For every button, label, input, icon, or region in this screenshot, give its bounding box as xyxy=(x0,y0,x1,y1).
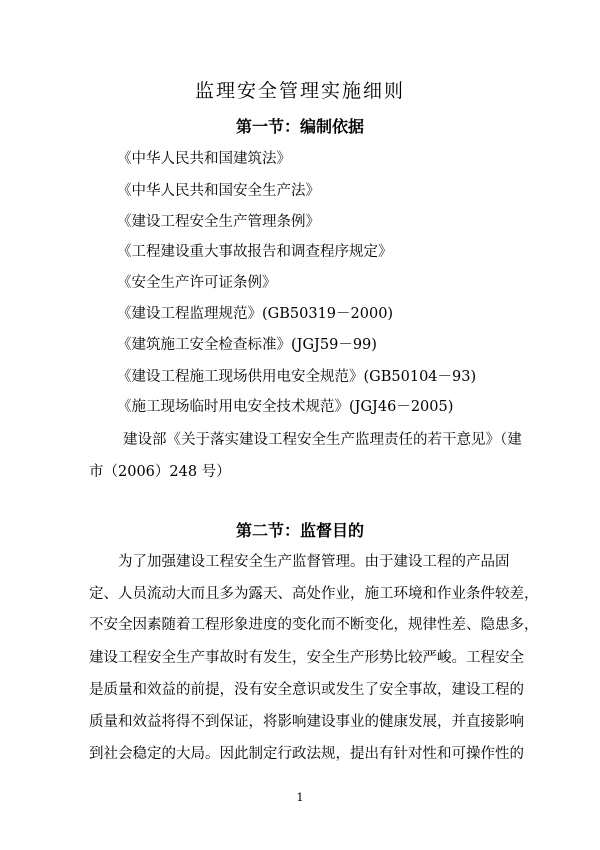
document-title: 监理安全管理实施细则 xyxy=(194,80,405,102)
reference-item: 《中华人民共和国安全生产法》 xyxy=(117,183,320,199)
notice-line: 建设部《关于落实建设工程安全生产监理责任的若干意见》（建 xyxy=(123,432,522,448)
reference-item: 《建筑施工安全检查标准》(JGJ59－99) xyxy=(117,337,377,353)
reference-item: 《中华人民共和国建筑法》 xyxy=(117,151,291,167)
reference-item: 《施工现场临时用电安全技术规范》(JGJ46－2005) xyxy=(117,399,454,415)
reference-item: 《工程建设重大事故报告和调查程序规定》 xyxy=(117,244,393,260)
section2-heading: 第二节：监督目的 xyxy=(235,521,364,540)
paragraph-line: 建设工程安全生产事故时有发生，安全生产形势比较严峻。工程安全 xyxy=(89,650,524,666)
section1-heading: 第一节：编制依据 xyxy=(235,117,364,136)
reference-item: 《建设工程安全生产管理条例》 xyxy=(117,214,320,230)
reference-item: 《建设工程施工现场供用电安全规范》(GB50104－93) xyxy=(117,369,477,385)
page-number: 1 xyxy=(296,791,304,804)
reference-item: 《建设工程监理规范》(GB50319－2000) xyxy=(117,306,394,322)
paragraph-line: 质量和效益将得不到保证，将影响建设事业的健康发展，并直接影响 xyxy=(89,714,524,730)
notice-line: 市（2006）248 号） xyxy=(89,464,231,480)
reference-item: 《安全生产许可证条例》 xyxy=(117,275,277,291)
paragraph-line: 到社会稳定的大局。因此制定行政法规，提出有针对性和可操作性的 xyxy=(89,746,524,762)
paragraph-line: 不安全因素随着工程形象进度的变化而不断变化，规律性差、隐患多， xyxy=(89,617,539,633)
paragraph-line: 是质量和效益的前提，没有安全意识或发生了安全事故，建设工程的 xyxy=(89,682,524,698)
paragraph-line: 为了加强建设工程安全生产监督管理。由于建设工程的产品固 xyxy=(118,554,510,570)
paragraph-line: 定、人员流动大而且多为露天、高处作业，施工环境和作业条件较差， xyxy=(89,586,539,602)
